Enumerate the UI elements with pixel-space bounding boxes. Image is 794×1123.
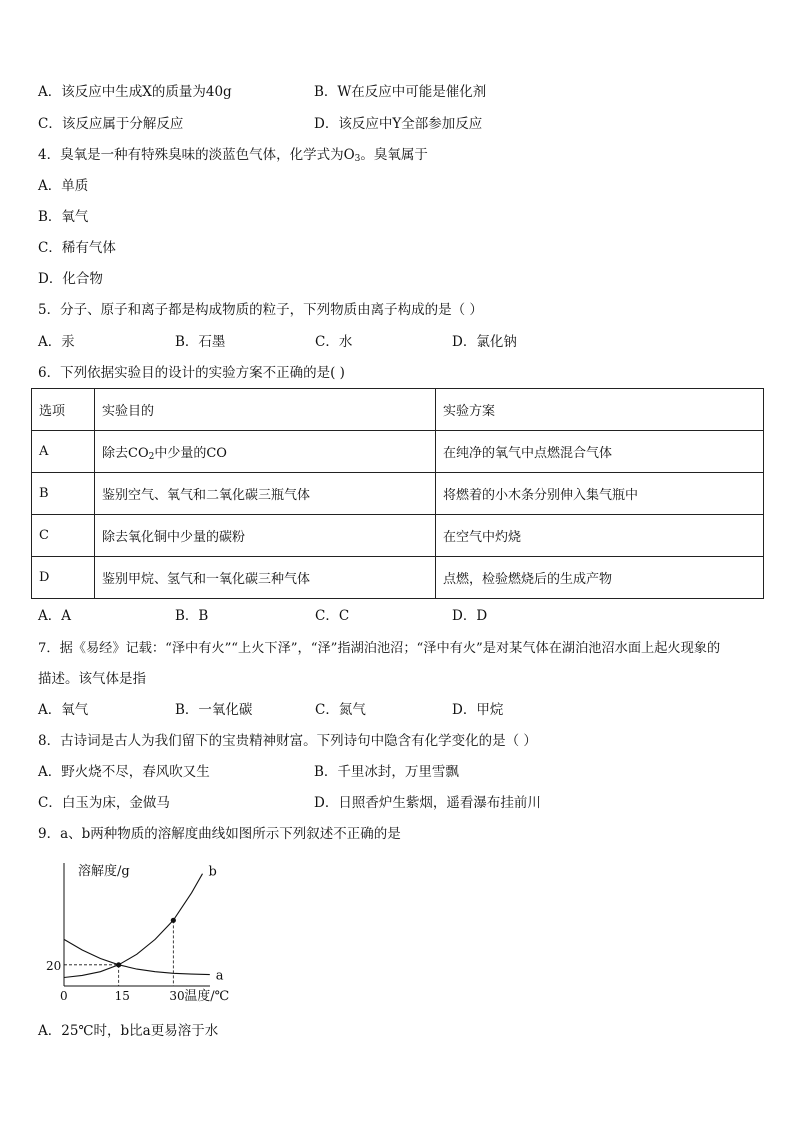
row-plan: 在空气中灼烧 [436,515,764,557]
row-purpose: 鉴别甲烷、氢气和一氧化碳三种气体 [95,557,436,599]
q4-option-a: A．单质 [38,178,89,194]
table-row [32,515,764,557]
header-purpose: 实验目的 [95,389,436,431]
series-label-b: b [208,864,217,880]
q6-option-c: C．C [315,608,350,624]
q6-option-b: B．B [175,608,209,624]
table-row [32,557,764,599]
purpose-subscript: 2 [148,452,155,462]
q7-stem-line2: 描述。该气体是指 [38,671,146,687]
table-row [32,473,764,515]
q5-option-a: A．汞 [38,334,75,350]
x-axis-label: 温度/℃ [184,989,230,1004]
data-point [171,918,176,923]
x-tick-label: 15 [114,989,130,1003]
q4-stem [38,146,428,164]
data-point [116,962,121,967]
series-label-a: a [215,968,224,984]
q7-option-c: C．氮气 [315,702,366,718]
q6-option-a: A．A [38,608,71,624]
q5-option-d: D．氯化钠 [452,334,517,350]
row-purpose [95,431,436,473]
q6-option-d: D．D [452,608,488,624]
q4-stem-tail: 。臭氧属于 [360,147,428,163]
purpose-text: 除去CO [102,446,149,461]
q3-option-a: A．该反应中生成X的质量为40g [38,84,232,100]
q7-stem-line1: 7．据《易经》记载：“泽中有火”“上火下泽”，“泽”指湖泊池沼；“泽中有火”是对某气体在湖泊池沼水面上起火现象的 [38,641,721,656]
x-tick-label: 30 [169,989,185,1003]
series-line-b [64,874,203,978]
q4-option-b: B．氧气 [38,209,89,225]
table-header-row [32,389,764,431]
row-option: D [32,557,95,599]
q7-option-a: A．氧气 [38,702,89,718]
q5-option-b: B．石墨 [175,334,226,350]
y-tick-label: 20 [46,958,62,973]
q8-option-b: B．千里冰封，万里雪飘 [314,764,459,780]
q3-option-b: B．W在反应中可能是催化剂 [314,84,487,100]
q4-stem-text: 4．臭氧是一种有特殊臭味的淡蓝色气体，化学式为O [38,147,355,163]
q4-option-c: C．稀有气体 [38,240,116,256]
q3-option-d: D．该反应中Y全部参加反应 [314,116,483,132]
q5-option-c: C．水 [315,334,353,350]
q9-stem: 9．a、b两种物质的溶解度曲线如图所示下列叙述不正确的是 [38,826,401,842]
row-purpose: 除去氧化铜中少量的碳粉 [95,515,436,557]
q8-stem: 8．古诗词是古人为我们留下的宝贵精神财富。下列诗句中隐含有化学变化的是（ ） [38,733,537,749]
row-plan: 点燃，检验燃烧后的生成产物 [436,557,764,599]
q3-option-c: C．该反应属于分解反应 [38,116,184,132]
row-option: B [32,473,95,515]
q8-option-c: C．白玉为床，金做马 [38,795,170,811]
q8-option-d: D．日照香炉生紫烟，遥看瀑布挂前川 [314,795,541,811]
q7-option-b: B．一氧化碳 [175,702,253,718]
q6-table [31,388,764,599]
row-plan: 在纯净的氧气中点燃混合气体 [436,431,764,473]
q4-stem-subscript: 3 [354,154,361,164]
q4-option-d: D．化合物 [38,271,103,287]
x-tick-label: 0 [60,989,68,1003]
q7-option-d: D．甲烷 [452,702,504,718]
q8-option-a: A．野火烧不尽，春风吹又生 [38,764,210,780]
table-row [32,431,764,473]
y-axis-label: 溶解度/g [78,864,130,879]
q6-stem: 6．下列依据实验目的设计的实验方案不正确的是( ) [38,365,345,381]
series-line-a [64,939,210,974]
row-purpose: 鉴别空气、氧气和二氧化碳三瓶气体 [95,473,436,515]
header-plan: 实验方案 [436,389,764,431]
q5-stem: 5．分子、原子和离子都是构成物质的粒子，下列物质由离子构成的是（ ） [38,302,483,318]
header-option: 选项 [32,389,95,431]
row-plan: 将燃着的小木条分别伸入集气瓶中 [436,473,764,515]
row-option: C [32,515,95,557]
solubility-chart [38,855,238,1015]
purpose-tail: 中少量的CO [154,446,227,461]
q9-option-a: A．25℃时，b比a更易溶于水 [38,1023,219,1039]
row-option: A [32,431,95,473]
